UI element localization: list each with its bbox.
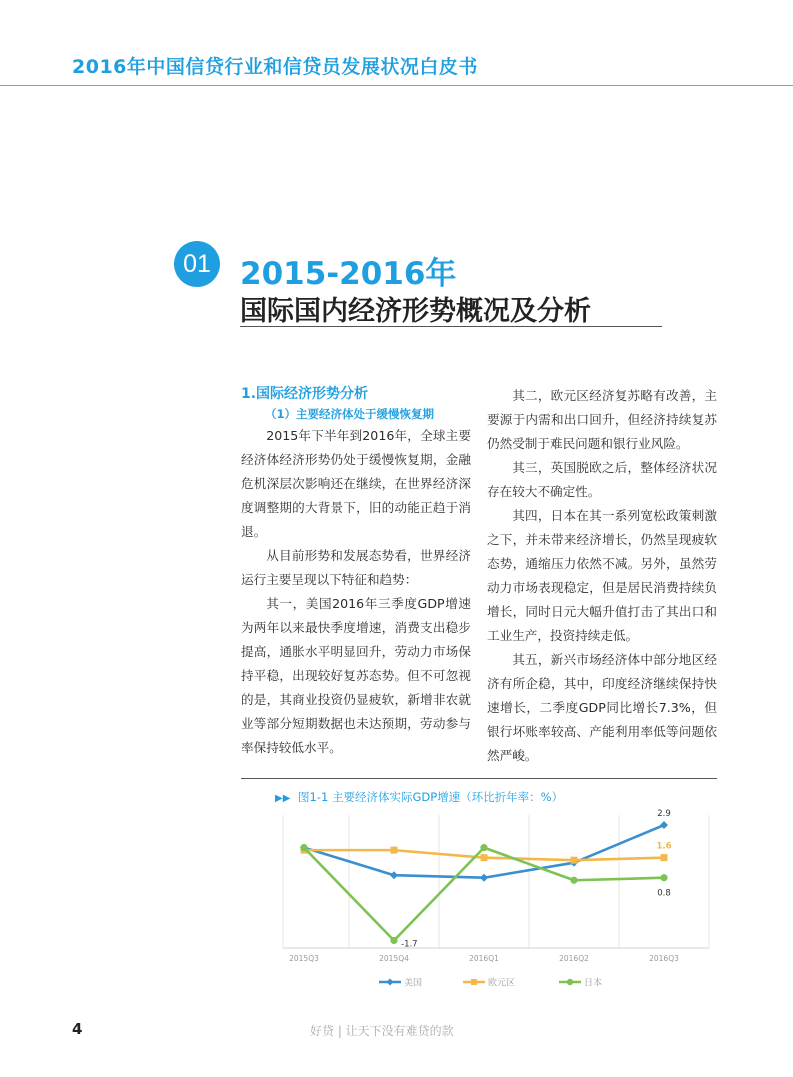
paragraph: 其二，欧元区经济复苏略有改善，主要源于内需和出口回升，但经济持续复苏仍然受制于难民问题和银行业风险。 (487, 388, 717, 451)
chart-data-point (660, 874, 667, 881)
chart-svg (241, 780, 717, 1000)
chart-x-tick-label: 2016Q1 (469, 954, 499, 963)
chart-title-marker: ▶▶ (275, 793, 291, 804)
chart-x-tick-label: 2016Q3 (649, 954, 679, 963)
chart-data-point (390, 937, 397, 944)
paragraph: 其一，美国2016年三季度GDP增速为两年以来最快季度增速，消费支出稳步提高，通胀水平明显回升，劳动力市场保持平稳，出现较好复苏态势。但不可忽视的是，其商业投资仍显疲软，新增非农就业等部分短期数据也未达预期，劳动参与率保持较低水平。 (241, 596, 471, 755)
paragraph: 从目前形势和发展态势看，世界经济运行主要呈现以下特征和趋势： (241, 548, 471, 587)
chart-data-point (390, 871, 398, 879)
chart-data-label: 1.6 (656, 841, 672, 852)
chart-data-point (480, 844, 487, 851)
section-heading: 1.国际经济形势分析 (241, 386, 369, 402)
section-number-badge: 01 (174, 241, 220, 287)
chart-data-point (571, 857, 578, 864)
chart-data-point (391, 847, 398, 854)
section-year-title: 2015-2016年 (240, 256, 457, 292)
chart-x-tick-label: 2015Q4 (379, 954, 409, 963)
chart-data-point (300, 844, 307, 851)
chart-data-point (481, 854, 488, 861)
chart-legend-marker (567, 979, 573, 985)
paragraph: 其四，日本在其一系列宽松政策刺激之下，并未带来经济增长，仍然呈现疲软态势，通缩压力依然不减。另外，虽然劳动力市场表现稳定，但是居民消费持续负增长，同时日元大幅升值打击了其出口和工业生产，投资持续走低。 (487, 508, 717, 643)
section-divider (240, 326, 662, 327)
section-subtitle: 国际国内经济形势概况及分析 (240, 296, 591, 327)
chart-legend-label: 美国 (404, 978, 423, 989)
footer-slogan: 好贷 | 让天下没有难贷的款 (310, 1024, 454, 1038)
paragraph: 2015年下半年到2016年，全球主要经济体经济形势仍处于缓慢恢复期，金融危机深层次影响还在继续，在世界经济深度调整期的大背景下，旧的动能正趋于消退。 (241, 428, 471, 539)
left-column (241, 384, 471, 760)
paragraph: 其三，英国脱欧之后，整体经济状况存在较大不确定性。 (487, 460, 717, 499)
chart-legend-marker (471, 979, 477, 985)
chart-x-tick-label: 2016Q2 (559, 954, 589, 963)
section-subheading: （1）主要经济体处于缓慢恢复期 (265, 407, 434, 421)
right-column (487, 384, 717, 768)
page-number: 4 (72, 1020, 83, 1038)
chart-legend-marker (387, 979, 394, 986)
gdp-growth-chart (241, 780, 717, 1000)
chart-data-point (660, 821, 668, 829)
chart-legend-label: 欧元区 (488, 978, 516, 989)
chart-data-label: -1.7 (401, 939, 418, 950)
paragraph: 其五，新兴市场经济体中部分地区经济有所企稳，其中，印度经济继续保持快速增长，二季度GDP同比增长7.3%，但银行坏账率较高、产能利用率低等问题依然严峻。 (487, 652, 717, 763)
chart-data-point (661, 854, 668, 861)
chart-data-point (570, 877, 577, 884)
header-title: 2016年中国信贷行业和信贷员发展状况白皮书 (72, 56, 478, 78)
chart-title: 图1-1 主要经济体实际GDP增速（环比折年率：%） (298, 790, 564, 804)
header-divider (0, 85, 793, 86)
chart-x-tick-label: 2015Q3 (289, 954, 319, 963)
chart-legend-label: 日本 (584, 978, 603, 989)
chart-data-point (480, 874, 488, 882)
chart-data-label: 0.8 (657, 888, 671, 899)
chart-series-line (304, 848, 664, 941)
chart-divider (241, 778, 717, 779)
chart-data-label: 2.9 (657, 809, 671, 820)
